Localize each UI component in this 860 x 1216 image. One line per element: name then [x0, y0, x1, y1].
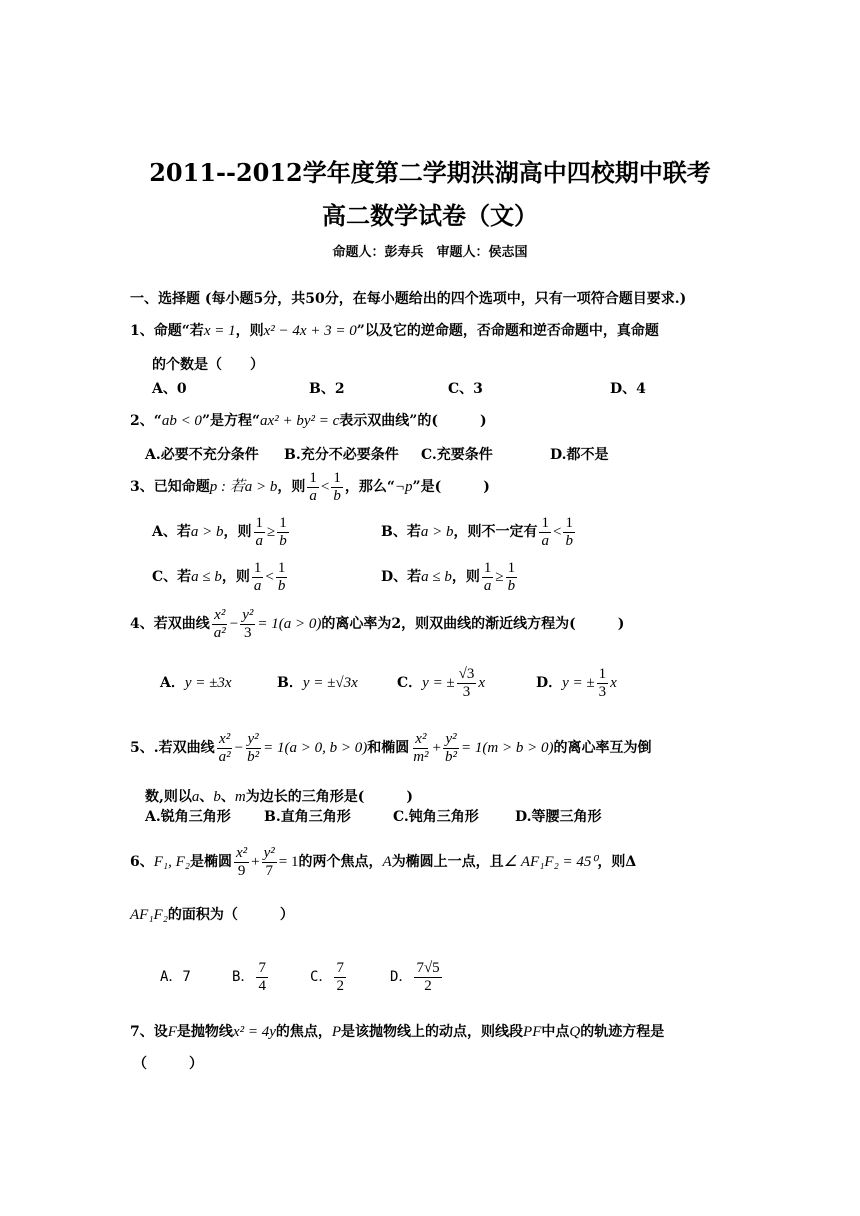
math: F₁, F₂: [153, 854, 191, 870]
math: Q: [569, 1024, 581, 1040]
question-7: [130, 1023, 664, 1041]
op: +: [432, 740, 442, 756]
op: <: [265, 569, 274, 585]
q3-text-2: ，则: [277, 479, 306, 495]
option-c: C． $\frac{7}{2}$: [310, 959, 344, 994]
authors-line: 命题人：彭寿兵 审题人：侯志国: [332, 245, 528, 260]
text: 、: [199, 789, 214, 805]
math: b: [213, 789, 221, 805]
q3-option-d: [381, 558, 519, 596]
option-d: D.都不是: [550, 447, 609, 463]
op: <: [320, 479, 330, 495]
option-b: B、2: [309, 381, 345, 397]
fraction: $\frac{\text{x²}}{\text{a²}}$: [218, 730, 231, 765]
fraction: $\frac{1}{a}$: [309, 469, 317, 504]
math: a > b: [420, 524, 454, 540]
text: 的轨迹方程是: [580, 1024, 665, 1040]
option-a: A．7: [160, 969, 191, 985]
q2-text-2: ”是方程“: [201, 413, 261, 429]
math: a ≤ b: [191, 569, 222, 585]
option-d: D.等腰三角形: [515, 809, 602, 825]
fraction: $\frac{\text{y²}}{3}$: [242, 606, 254, 641]
question-number: 2、: [130, 413, 154, 429]
fraction: $\frac{1}{b}$: [333, 469, 341, 504]
q1-line-2: 的个数是（ ）: [152, 357, 264, 373]
fraction: $\frac{\text{y²}}{7}$: [263, 844, 275, 879]
question-3: [130, 468, 490, 506]
fraction: $\frac{\text{y²}}{\text{b²}}$: [445, 730, 458, 765]
q1-math-1: x = 1: [203, 323, 236, 339]
option-c: C、3: [448, 381, 483, 397]
q2-text-1: “: [153, 413, 162, 429]
fraction: $\frac{1}{b}$: [277, 559, 286, 594]
math: a: [191, 789, 200, 805]
text: 是抛物线: [176, 1024, 233, 1040]
question-number: 6、: [130, 854, 154, 870]
exam-title: 2011--2012学年度第二学期洪湖高中四校期中联考: [149, 158, 711, 187]
question-number: 3、: [130, 479, 154, 495]
op: ≥: [267, 524, 276, 540]
text: 的两个焦点，: [298, 854, 383, 870]
question-number: 1、: [130, 323, 154, 339]
math: = 1: [278, 854, 299, 870]
q4-math-1: = 1(a > 0): [257, 616, 322, 632]
text: ，则不一定有: [453, 524, 538, 540]
fraction: $\frac{\text{x²}}{\text{m²}}$: [413, 730, 429, 765]
q1-text-2: ，则: [235, 323, 264, 339]
fraction: $\frac{1}{b}$: [507, 559, 516, 594]
q3-math-2: ¬p: [394, 479, 413, 495]
q3-option-c: [152, 558, 289, 596]
math: A: [382, 854, 392, 870]
question-number: 5、: [130, 740, 154, 756]
section-heading: 一、选择题 (每小题5分，共50分，在每小题给出的四个选项中，只有一项符合题目要求.): [130, 291, 687, 307]
option-a: A、0: [152, 381, 187, 397]
question-2: [130, 412, 487, 430]
option-c: C.充要条件: [421, 447, 493, 463]
option-a: A．y = ±3x: [160, 675, 232, 691]
question-1: [130, 322, 659, 340]
q4-text-1: 若双曲线: [153, 616, 210, 632]
q3-math-1: p : 若a > b: [209, 479, 278, 495]
text: 设: [153, 1024, 168, 1040]
q7-line-2: （ ）: [133, 1056, 203, 1072]
q2-math-2: ax² + by² = c: [260, 413, 340, 429]
text: 是该抛物线上的动点，则线段: [341, 1024, 524, 1040]
question-6: [130, 842, 636, 882]
text: 中点: [541, 1024, 570, 1040]
math: AF₁F₂: [130, 907, 168, 923]
option-a: A.锐角三角形: [145, 809, 231, 825]
text: 为椭圆上一点，且: [391, 854, 504, 870]
paper-subtitle: 高二数学试卷（文）: [322, 201, 538, 230]
option-c: C．y = ± $\frac{√3}{3}$ x: [397, 665, 486, 700]
q2-math-1: ab < 0: [161, 413, 202, 429]
question-5: [130, 728, 651, 768]
q5-line-2: [145, 788, 413, 806]
math: PF: [523, 1024, 542, 1040]
text: ，则: [451, 569, 480, 585]
math: P: [331, 1024, 342, 1040]
question-number: 7、: [130, 1024, 154, 1040]
text: 的面积为（ ）: [167, 907, 294, 923]
q1-math-2: x² − 4x + 3 = 0: [263, 323, 357, 339]
q3-option-a: [152, 513, 291, 551]
option-d: D．y = ± $\frac{1}{3}$ x: [536, 665, 617, 700]
fraction: $\frac{1}{a}$: [253, 559, 262, 594]
q3-text-3: ，那么“: [344, 479, 395, 495]
question-number: 4、: [130, 616, 154, 632]
text: ，则Δ: [597, 854, 637, 870]
q1-text-1: 命题“若: [153, 323, 204, 339]
q3-text-1: 已知命题: [153, 479, 210, 495]
fraction: $\frac{1}{a}$: [541, 514, 549, 549]
option-label: D、若: [381, 569, 422, 585]
math: a ≤ b: [421, 569, 452, 585]
math: ∠ AF₁F₂ = 45⁰: [503, 854, 598, 870]
q1-text-3: ”以及它的逆命题，否命题和逆否命题中，真命题: [356, 323, 659, 339]
text: ，则: [221, 569, 250, 585]
op: +: [251, 854, 260, 870]
option-a: A.必要不充分条件: [145, 447, 259, 463]
op: −: [234, 740, 244, 756]
text: 的焦点，: [275, 1024, 332, 1040]
option-c: C.钝角三角形: [393, 809, 479, 825]
q3-text-4: ”是( ): [412, 479, 490, 495]
text: 是椭圆: [190, 854, 233, 870]
q3-option-b: [381, 513, 577, 551]
q4-text-2: 的离心率为2，则双曲线的渐近线方程为( ): [321, 616, 625, 632]
fraction: $\frac{1}{b}$: [565, 514, 573, 549]
q5-text-2: 和椭圆: [367, 740, 410, 756]
op: <: [552, 524, 562, 540]
text: 为边长的三角形是( ): [245, 789, 413, 805]
text: 数,则以: [145, 789, 192, 805]
fraction: $\frac{\text{y²}}{\text{b²}}$: [247, 730, 260, 765]
text: 、: [220, 789, 235, 805]
q5-math-1: = 1(a > 0, b > 0): [263, 740, 368, 756]
fraction: $\frac{1}{a}$: [483, 559, 492, 594]
q5-math-2: = 1(m > b > 0): [461, 740, 554, 756]
fraction: $\frac{\text{x²}}{\text{a²}}$: [213, 606, 226, 641]
question-4: [130, 604, 624, 644]
option-label: A、若: [152, 524, 191, 540]
option-label: C、若: [152, 569, 192, 585]
op: ≥: [495, 569, 504, 585]
math: a > b: [190, 524, 224, 540]
q2-text-3: 表示双曲线”的( ): [339, 413, 487, 429]
fraction: $\frac{1}{a}$: [255, 514, 263, 549]
q5-text-1: .若双曲线: [153, 740, 215, 756]
option-b: B． $\frac{7}{4}$: [232, 959, 266, 994]
option-b: B.直角三角形: [264, 809, 351, 825]
option-d: D． $\frac{7√5}{2}$: [390, 959, 440, 994]
option-d: D、4: [610, 381, 646, 397]
math: F: [167, 1024, 177, 1040]
option-label: B、若: [381, 524, 421, 540]
math: x² = 4y: [232, 1024, 276, 1040]
text: ，则: [223, 524, 252, 540]
fraction: $\frac{\text{x²}}{9}$: [236, 844, 248, 879]
q5-text-3: 的离心率互为倒: [553, 740, 652, 756]
q6-line-2: [130, 906, 294, 924]
fraction: $\frac{1}{b}$: [279, 514, 287, 549]
option-b: B.充分不必要条件: [284, 447, 399, 463]
op: −: [229, 616, 239, 632]
option-b: B．y = ±√3x: [277, 675, 358, 691]
math: m: [234, 789, 246, 805]
